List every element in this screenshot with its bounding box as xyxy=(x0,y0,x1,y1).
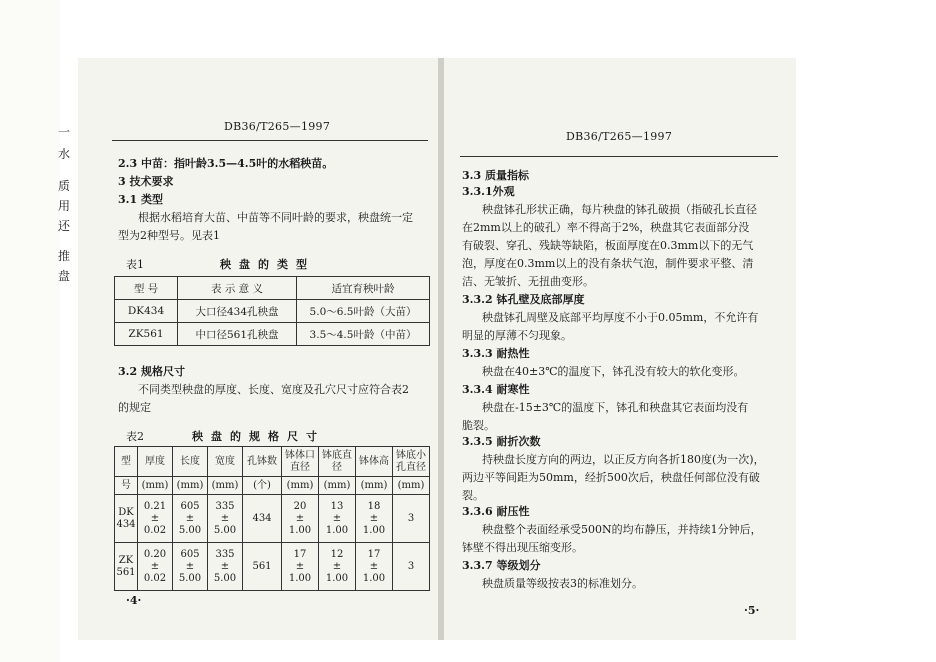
cell-line: 5.00 xyxy=(213,572,237,584)
cell-line: 1.00 xyxy=(325,524,349,536)
cell-line: 1.00 xyxy=(362,524,386,536)
table-header-cell: 长度 xyxy=(173,447,208,477)
cell-line: ± xyxy=(369,512,379,524)
hole-cell: 3 xyxy=(393,495,430,543)
cell-line: ± xyxy=(332,512,342,524)
cell-line: ± xyxy=(369,560,379,572)
model-cell xyxy=(115,495,138,543)
table-unit-cell: (mm) xyxy=(282,477,319,495)
table-unit-cell: (mm) xyxy=(356,477,393,495)
cell-line: 605 xyxy=(180,548,200,560)
table-unit-cell: (mm) xyxy=(173,477,208,495)
paragraph-line: 秧盘在40±3℃的温度下，钵孔没有较大的软化变形。 xyxy=(482,365,745,378)
cell-line: ± xyxy=(332,560,342,572)
adjacent-page-edge xyxy=(0,0,60,662)
cell-line: 18 xyxy=(367,500,381,512)
cell-line: 1.00 xyxy=(362,572,386,584)
paragraph-line: 秧盘钵孔形状正确，每片秧盘的钵孔破损（指破孔长直径 xyxy=(482,203,757,216)
cell-line: 0.02 xyxy=(143,572,167,584)
cell-line: ± xyxy=(150,512,160,524)
cell-line: 335 xyxy=(215,500,235,512)
page-header: DB36/T265—1997 xyxy=(566,130,673,143)
edge-char: 一 xyxy=(58,125,71,139)
cell-line: ± xyxy=(220,560,230,572)
table-header-cell: 钵体口直径 xyxy=(282,447,319,477)
table-header-cell: 钵体高 xyxy=(356,447,393,477)
paragraph-line: 秧盘整个表面经承受500N的均布静压，并持续1分钟后， xyxy=(482,523,762,536)
table-cell: 大口径434孔秧盘 xyxy=(178,300,297,323)
table2-caption xyxy=(126,428,325,444)
adjacent-page-text xyxy=(58,118,76,282)
cell-line: 13 xyxy=(330,500,344,512)
clause-3-3: 3.3 质量指标 xyxy=(462,169,529,182)
table-unit-cell: (mm) xyxy=(208,477,243,495)
paragraph-line: 明显的厚薄不匀现象。 xyxy=(462,329,572,342)
count-cell: 561 xyxy=(243,543,282,591)
cell-line: DK xyxy=(118,506,134,518)
edge-char: 质 xyxy=(58,179,71,193)
table-header-cell: 型 xyxy=(115,447,138,477)
cell-line: 12 xyxy=(330,548,344,560)
table-row xyxy=(115,300,430,323)
paragraph-line: 持秧盘长度方向的两边，以正反方向各折180度(为一次)， xyxy=(482,453,765,466)
table2-label: 表2 xyxy=(126,430,144,443)
table-unit-cell: (mm) xyxy=(393,477,430,495)
count-cell: 434 xyxy=(243,495,282,543)
height-cell xyxy=(356,495,393,543)
paragraph-line: 根据水稻培育大苗、中苗等不同叶龄的要求，秧盘统一定 xyxy=(138,211,413,224)
right-page xyxy=(444,58,796,640)
table-header-cell: 型 号 xyxy=(115,277,178,300)
clause-3-3-7: 3.3.7 等级划分 xyxy=(462,559,541,572)
table-unit-row xyxy=(115,477,430,495)
page-number: ·5· xyxy=(744,604,760,617)
cell-line: 17 xyxy=(367,548,381,560)
cell-line: 1.00 xyxy=(288,572,312,584)
clause-3-3-1: 3.3.1外观 xyxy=(462,185,515,198)
cell-line: 0.20 xyxy=(143,548,167,560)
table-header-cell: 钵底直径 xyxy=(319,447,356,477)
cell-line: 561 xyxy=(116,566,136,578)
cell-line: 20 xyxy=(293,500,307,512)
paragraph-line: 在2mm以上的破孔）率不得高于2%，秧盘其它表面部分没 xyxy=(462,221,750,234)
table-cell: 5.0～6.5叶龄（大苗） xyxy=(297,300,430,323)
cell-line: ± xyxy=(295,560,305,572)
length-cell xyxy=(173,543,208,591)
paragraph-line: 裂。 xyxy=(462,489,484,502)
table1-title: 秧盘的类型 xyxy=(220,258,315,271)
section-3-heading: 3 技术要求 xyxy=(118,175,174,188)
paragraph-line: 泡，厚度在0.3mm以上的没有条状气泡，制件要求平整、清 xyxy=(462,257,754,270)
clause-3-3-6: 3.3.6 耐压性 xyxy=(462,505,530,518)
length-cell xyxy=(173,495,208,543)
table-unit-cell: 号 xyxy=(115,477,138,495)
mouth-cell xyxy=(282,495,319,543)
mouth-cell xyxy=(282,543,319,591)
clause-2-3: 2.3 中苗：指叶龄3.5—4.5叶的水稻秧苗。 xyxy=(118,157,334,170)
paragraph-line: 有破裂、穿孔、残缺等缺陷，板面厚度在0.3mm以下的无气 xyxy=(462,239,754,252)
cell-line: ± xyxy=(150,560,160,572)
model-cell xyxy=(115,543,138,591)
header-rule xyxy=(112,140,428,141)
cell-line: 0.02 xyxy=(143,524,167,536)
thickness-cell xyxy=(138,543,173,591)
cell-line: ± xyxy=(220,512,230,524)
cell-line: ± xyxy=(185,512,195,524)
height-cell xyxy=(356,543,393,591)
table2 xyxy=(114,446,430,591)
cell-line: 335 xyxy=(215,548,235,560)
paragraph-line: 洁、无皱折、无扭曲变形。 xyxy=(462,275,594,288)
table-row xyxy=(115,323,430,346)
cell-line: 1.00 xyxy=(325,572,349,584)
edge-char: 还 xyxy=(58,219,71,233)
cell-line: 17 xyxy=(293,548,307,560)
edge-char: 盘 xyxy=(58,269,71,283)
left-page xyxy=(78,58,438,640)
page-number: ·4· xyxy=(126,594,142,607)
edge-char: 用 xyxy=(58,199,71,213)
clause-3-3-4: 3.3.4 耐寒性 xyxy=(462,383,530,396)
table-cell: 中口径561孔秧盘 xyxy=(178,323,297,346)
paragraph-line: 两边平等间距为50mm，经折500次后，秧盘任何部位没有破 xyxy=(462,471,760,484)
table-header-cell: 适宜育秧叶龄 xyxy=(297,277,430,300)
cell-line: 5.00 xyxy=(178,524,202,536)
paragraph-line: 不同类型秧盘的厚度、长度、宽度及孔穴尺寸应符合表2 xyxy=(138,383,409,396)
paragraph-line: 脆裂。 xyxy=(462,419,495,432)
thickness-cell xyxy=(138,495,173,543)
table-row xyxy=(115,495,430,543)
table-header-row xyxy=(115,277,430,300)
table-cell: DK434 xyxy=(115,300,178,323)
page-header: DB36/T265—1997 xyxy=(224,120,331,133)
paragraph-line: 的规定 xyxy=(118,401,151,414)
cell-line: ± xyxy=(185,560,195,572)
table-header-cell: 厚度 xyxy=(138,447,173,477)
clause-3-1: 3.1 类型 xyxy=(118,193,163,206)
table-header-cell: 宽度 xyxy=(208,447,243,477)
cell-line: 0.21 xyxy=(143,500,167,512)
cell-line: 605 xyxy=(180,500,200,512)
table-header-cell: 孔钵数 xyxy=(243,447,282,477)
bottom-cell xyxy=(319,495,356,543)
table-unit-cell: (mm) xyxy=(319,477,356,495)
table-unit-cell: (个) xyxy=(243,477,282,495)
cell-line: 434 xyxy=(116,518,136,530)
edge-char: 推 xyxy=(58,249,71,263)
table1 xyxy=(114,276,430,346)
cell-line: ± xyxy=(295,512,305,524)
width-cell xyxy=(208,543,243,591)
paragraph-line: 型为2种型号。见表1 xyxy=(118,229,220,242)
hole-cell: 3 xyxy=(393,543,430,591)
paragraph-line: 秧盘在-15±3℃的温度下，钵孔和秧盘其它表面均没有 xyxy=(482,401,749,414)
paragraph-line: 钵壁不得出现压缩变形。 xyxy=(462,541,583,554)
table1-caption xyxy=(126,256,315,272)
table-cell: 3.5～4.5叶龄（中苗） xyxy=(297,323,430,346)
cell-line: ZK xyxy=(118,554,134,566)
table-header-cell: 钵底小孔直径 xyxy=(393,447,430,477)
cell-line: 1.00 xyxy=(288,524,312,536)
table2-title: 秧盘的规格尺寸 xyxy=(192,430,325,443)
paragraph-line: 秧盘质量等级按表3的标准划分。 xyxy=(482,577,643,590)
table1-label: 表1 xyxy=(126,258,144,271)
bottom-cell xyxy=(319,543,356,591)
width-cell xyxy=(208,495,243,543)
table-row xyxy=(115,543,430,591)
cell-line: 5.00 xyxy=(178,572,202,584)
table-header-cell: 表 示 意 义 xyxy=(178,277,297,300)
table-header-row xyxy=(115,447,430,477)
paragraph-line: 秧盘钵孔周壁及底部平均厚度不小于0.05mm，不允许有 xyxy=(482,311,759,324)
table-cell: ZK561 xyxy=(115,323,178,346)
edge-char: 水 xyxy=(58,147,71,161)
clause-3-3-3: 3.3.3 耐热性 xyxy=(462,347,530,360)
clause-3-3-2: 3.3.2 钵孔壁及底部厚度 xyxy=(462,293,585,306)
clause-3-2: 3.2 规格尺寸 xyxy=(118,365,185,378)
clause-3-3-5: 3.3.5 耐折次数 xyxy=(462,435,541,448)
table-unit-cell: (mm) xyxy=(138,477,173,495)
header-rule xyxy=(460,156,778,157)
cell-line: 5.00 xyxy=(213,524,237,536)
